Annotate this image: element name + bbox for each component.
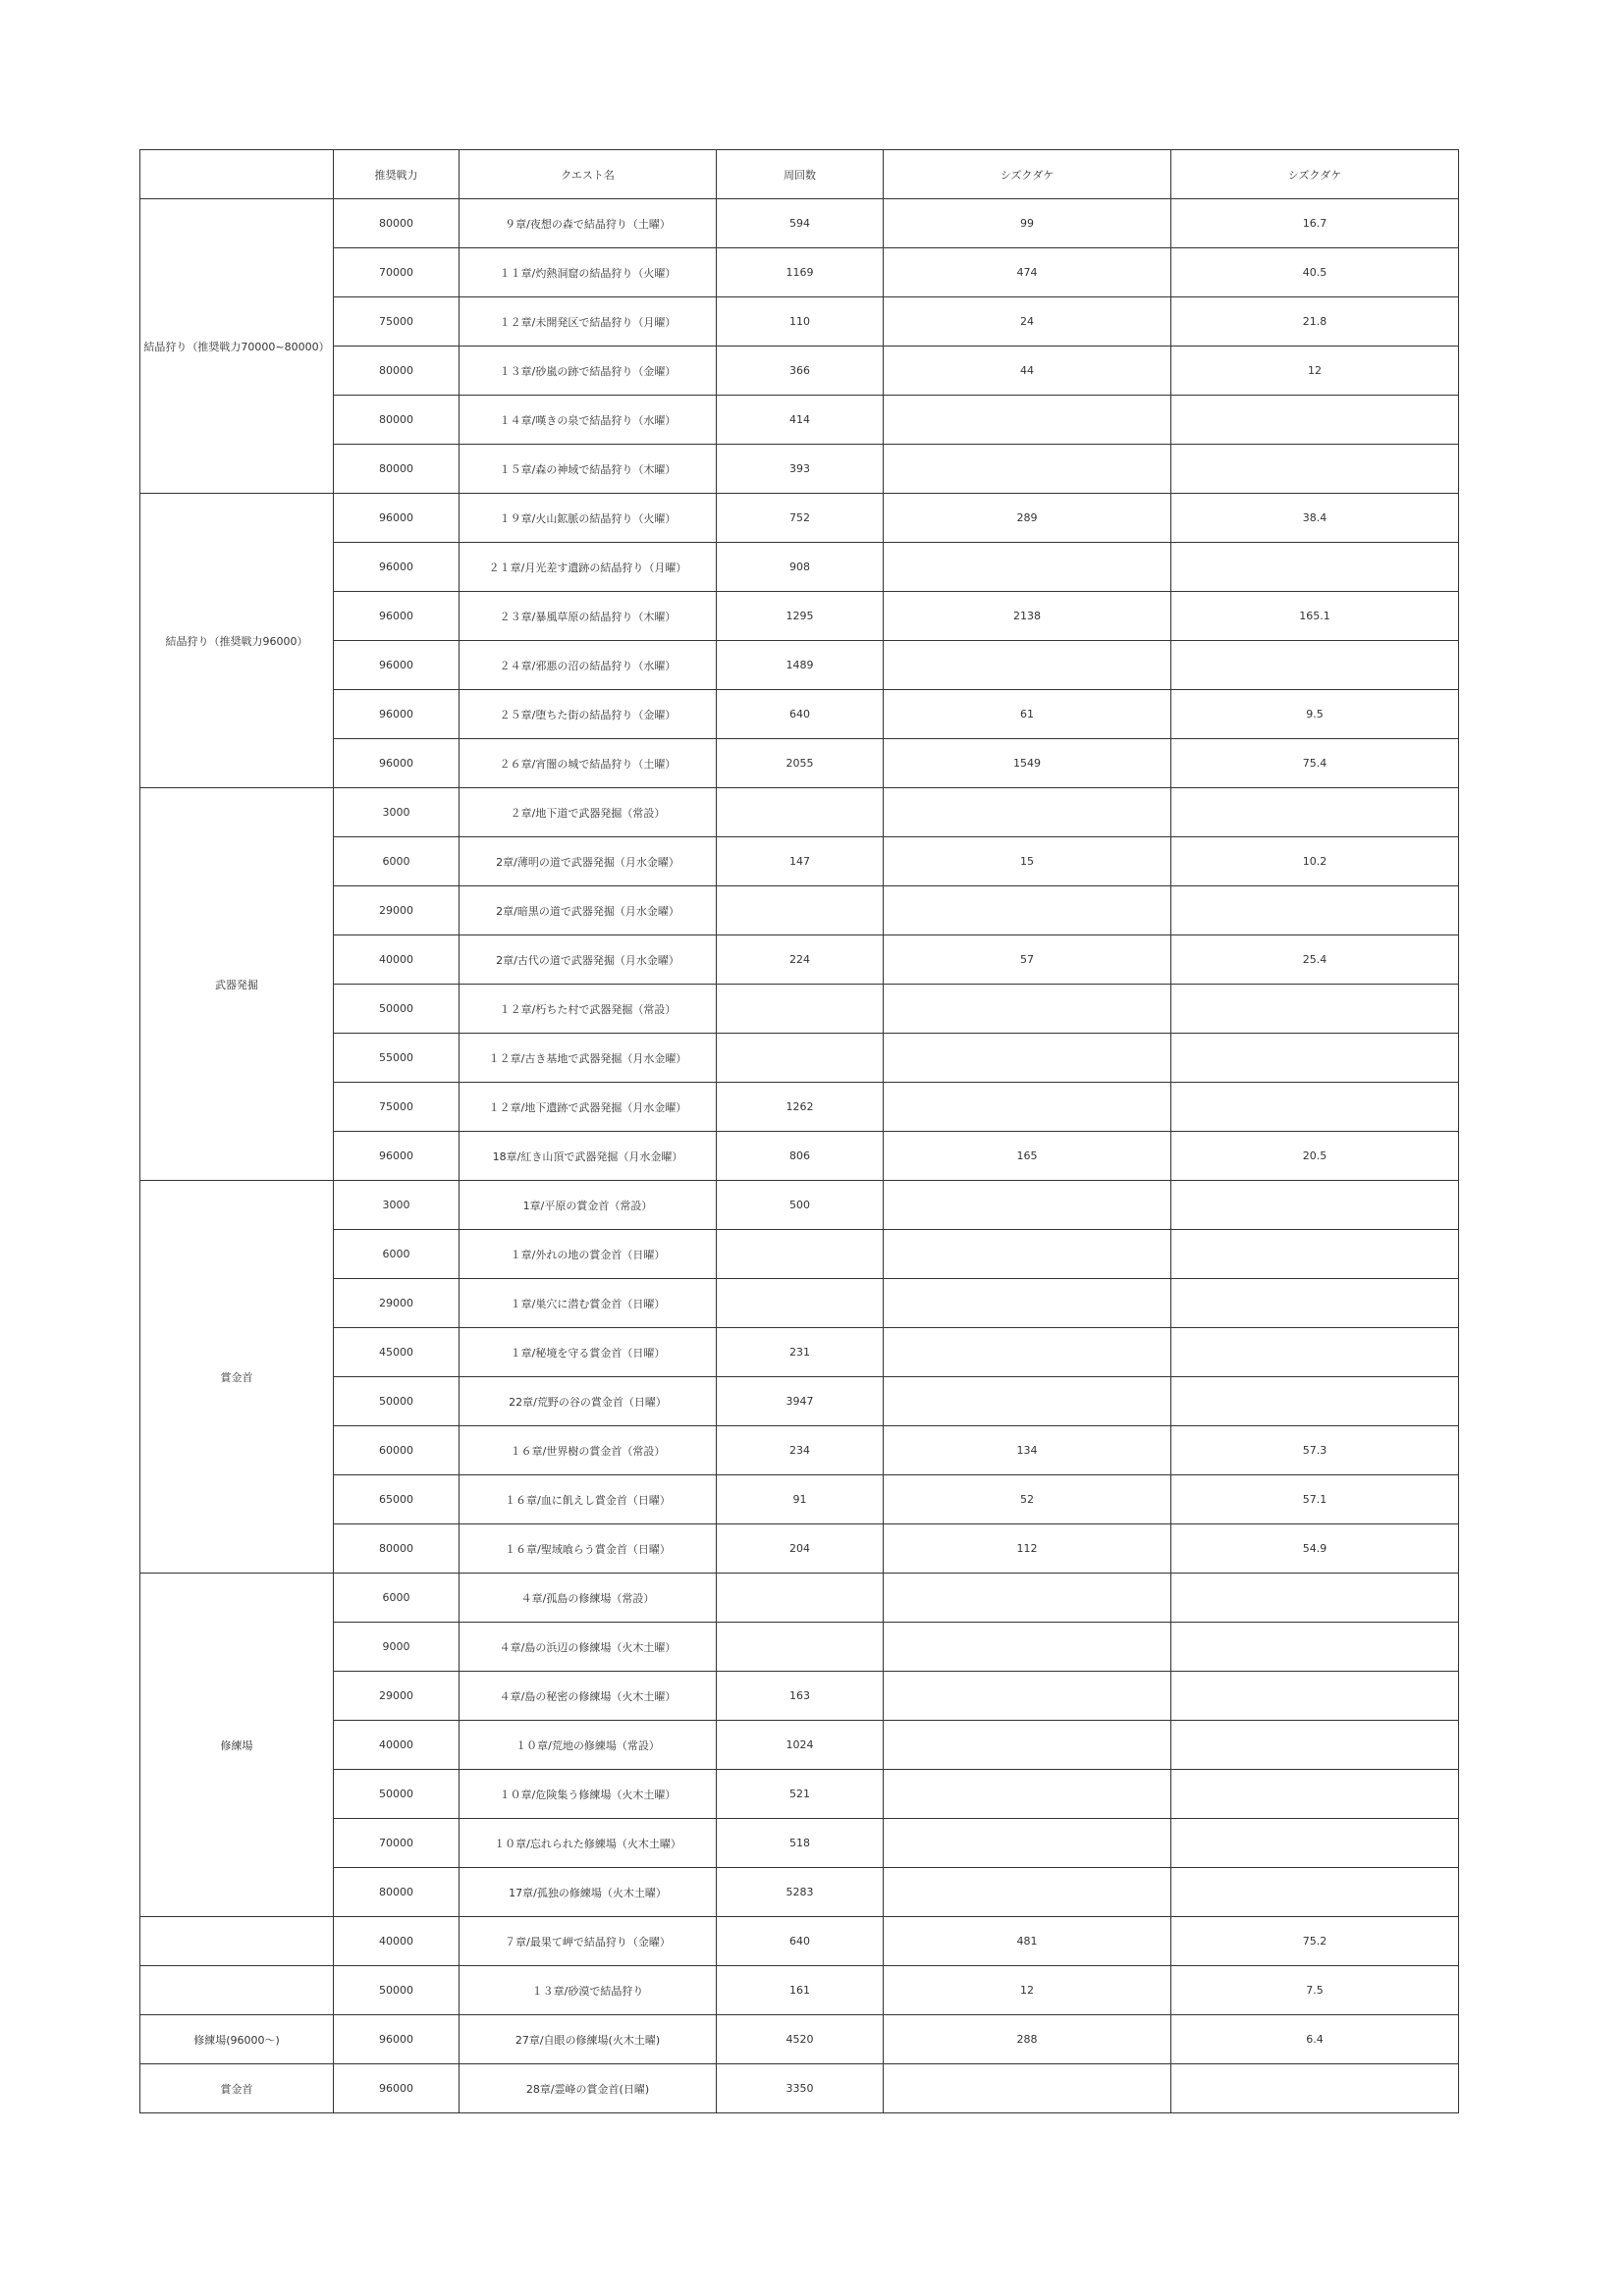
header-cell-run-count: 周回数 bbox=[717, 150, 884, 199]
recommended-power-cell: 96000 bbox=[334, 641, 460, 690]
shizukudake-rate-cell: 57.3 bbox=[1171, 1426, 1459, 1475]
shizukudake-total-cell bbox=[884, 788, 1171, 837]
shizukudake-rate-cell bbox=[1171, 445, 1459, 494]
shizukudake-rate-cell bbox=[1171, 396, 1459, 445]
quest-name-cell: １６章/聖域喰らう賞金首（日曜） bbox=[460, 1524, 717, 1574]
run-count-cell bbox=[717, 1623, 884, 1672]
shizukudake-total-cell: 165 bbox=[884, 1132, 1171, 1181]
run-count-cell: 91 bbox=[717, 1475, 884, 1524]
recommended-power-cell: 3000 bbox=[334, 1181, 460, 1230]
shizukudake-total-cell bbox=[884, 985, 1171, 1034]
shizukudake-rate-cell: 16.7 bbox=[1171, 199, 1459, 248]
shizukudake-rate-cell bbox=[1171, 1279, 1459, 1328]
shizukudake-rate-cell: 75.4 bbox=[1171, 739, 1459, 788]
table-row bbox=[140, 837, 1459, 886]
quest-name-cell: １０章/忘れられた修練場（火木土曜） bbox=[460, 1819, 717, 1868]
recommended-power-cell: 96000 bbox=[334, 2064, 460, 2113]
table-row bbox=[140, 1623, 1459, 1672]
recommended-power-cell: 75000 bbox=[334, 1083, 460, 1132]
shizukudake-total-cell: 1549 bbox=[884, 739, 1171, 788]
quest-name-cell: １章/秘境を守る賞金首（日曜） bbox=[460, 1328, 717, 1377]
recommended-power-cell: 96000 bbox=[334, 2015, 460, 2064]
quest-name-cell: １０章/危険集う修練場（火木土曜） bbox=[460, 1770, 717, 1819]
shizukudake-total-cell: 288 bbox=[884, 2015, 1171, 2064]
category-cell: 結晶狩り（推奨戦力70000~80000） bbox=[140, 199, 334, 494]
run-count-cell: 908 bbox=[717, 543, 884, 592]
shizukudake-total-cell: 99 bbox=[884, 199, 1171, 248]
shizukudake-rate-cell bbox=[1171, 886, 1459, 935]
category-cell bbox=[140, 1917, 334, 1966]
run-count-cell: 231 bbox=[717, 1328, 884, 1377]
shizukudake-total-cell bbox=[884, 1868, 1171, 1917]
shizukudake-total-cell: 2138 bbox=[884, 592, 1171, 641]
shizukudake-total-cell: 134 bbox=[884, 1426, 1171, 1475]
quest-table bbox=[139, 149, 1459, 2113]
table-row bbox=[140, 886, 1459, 935]
shizukudake-rate-cell bbox=[1171, 1328, 1459, 1377]
recommended-power-cell: 96000 bbox=[334, 592, 460, 641]
shizukudake-rate-cell bbox=[1171, 1230, 1459, 1279]
quest-name-cell: １２章/朽ちた村で武器発掘（常設） bbox=[460, 985, 717, 1034]
shizukudake-total-cell bbox=[884, 1328, 1171, 1377]
header-cell-category bbox=[140, 150, 334, 199]
shizukudake-total-cell bbox=[884, 1770, 1171, 1819]
quest-name-cell: １２章/古き基地で武器発掘（月水金曜） bbox=[460, 1034, 717, 1083]
shizukudake-rate-cell bbox=[1171, 1377, 1459, 1426]
run-count-cell: 414 bbox=[717, 396, 884, 445]
table-row bbox=[140, 1524, 1459, 1574]
quest-name-cell: ７章/最果て岬で結晶狩り（金曜） bbox=[460, 1917, 717, 1966]
shizukudake-rate-cell bbox=[1171, 2064, 1459, 2113]
recommended-power-cell: 80000 bbox=[334, 1868, 460, 1917]
shizukudake-total-cell bbox=[884, 1083, 1171, 1132]
header-cell-recommended-power: 推奨戦力 bbox=[334, 150, 460, 199]
shizukudake-total-cell bbox=[884, 1623, 1171, 1672]
category-cell: 修練場 bbox=[140, 1574, 334, 1917]
run-count-cell bbox=[717, 788, 884, 837]
table-row bbox=[140, 1377, 1459, 1426]
quest-name-cell: ９章/夜想の森で結晶狩り（土曜） bbox=[460, 199, 717, 248]
table-row bbox=[140, 445, 1459, 494]
run-count-cell: 3947 bbox=[717, 1377, 884, 1426]
quest-name-cell: １１章/灼熱洞窟の結晶狩り（火曜） bbox=[460, 248, 717, 297]
table-row bbox=[140, 1770, 1459, 1819]
run-count-cell: 640 bbox=[717, 690, 884, 739]
recommended-power-cell: 40000 bbox=[334, 1917, 460, 1966]
table-row bbox=[140, 1328, 1459, 1377]
shizukudake-rate-cell: 57.1 bbox=[1171, 1475, 1459, 1524]
quest-name-cell: ４章/島の秘密の修練場（火木土曜） bbox=[460, 1672, 717, 1721]
table-row bbox=[140, 1868, 1459, 1917]
recommended-power-cell: 50000 bbox=[334, 985, 460, 1034]
recommended-power-cell: 50000 bbox=[334, 1377, 460, 1426]
shizukudake-total-cell bbox=[884, 543, 1171, 592]
run-count-cell: 147 bbox=[717, 837, 884, 886]
table-row bbox=[140, 1917, 1459, 1966]
shizukudake-rate-cell bbox=[1171, 641, 1459, 690]
run-count-cell: 1489 bbox=[717, 641, 884, 690]
shizukudake-total-cell bbox=[884, 1279, 1171, 1328]
category-cell: 賞金首 bbox=[140, 1181, 334, 1574]
recommended-power-cell: 50000 bbox=[334, 1966, 460, 2015]
recommended-power-cell: 60000 bbox=[334, 1426, 460, 1475]
shizukudake-total-cell bbox=[884, 1034, 1171, 1083]
recommended-power-cell: 55000 bbox=[334, 1034, 460, 1083]
shizukudake-rate-cell: 75.2 bbox=[1171, 1917, 1459, 1966]
run-count-cell: 1262 bbox=[717, 1083, 884, 1132]
run-count-cell: 163 bbox=[717, 1672, 884, 1721]
table-row bbox=[140, 1475, 1459, 1524]
shizukudake-total-cell: 52 bbox=[884, 1475, 1171, 1524]
shizukudake-rate-cell: 40.5 bbox=[1171, 248, 1459, 297]
shizukudake-total-cell bbox=[884, 2064, 1171, 2113]
table-row bbox=[140, 2015, 1459, 2064]
run-count-cell bbox=[717, 886, 884, 935]
shizukudake-rate-cell bbox=[1171, 1181, 1459, 1230]
recommended-power-cell: 40000 bbox=[334, 935, 460, 985]
recommended-power-cell: 80000 bbox=[334, 445, 460, 494]
shizukudake-rate-cell: 25.4 bbox=[1171, 935, 1459, 985]
shizukudake-rate-cell bbox=[1171, 1034, 1459, 1083]
shizukudake-rate-cell: 6.4 bbox=[1171, 2015, 1459, 2064]
recommended-power-cell: 29000 bbox=[334, 1672, 460, 1721]
table-row bbox=[140, 199, 1459, 248]
run-count-cell bbox=[717, 1574, 884, 1623]
shizukudake-rate-cell bbox=[1171, 1083, 1459, 1132]
table-row bbox=[140, 1966, 1459, 2015]
quest-table-body bbox=[140, 150, 1459, 2113]
category-cell: 賞金首 bbox=[140, 2064, 334, 2113]
header-row bbox=[140, 150, 1459, 199]
shizukudake-rate-cell bbox=[1171, 788, 1459, 837]
recommended-power-cell: 3000 bbox=[334, 788, 460, 837]
shizukudake-rate-cell bbox=[1171, 1623, 1459, 1672]
table-row bbox=[140, 739, 1459, 788]
run-count-cell: 518 bbox=[717, 1819, 884, 1868]
quest-name-cell: ２６章/宵闇の城で結晶狩り（土曜） bbox=[460, 739, 717, 788]
recommended-power-cell: 96000 bbox=[334, 739, 460, 788]
table-row bbox=[140, 2064, 1459, 2113]
recommended-power-cell: 80000 bbox=[334, 1524, 460, 1574]
table-row bbox=[140, 297, 1459, 347]
run-count-cell: 640 bbox=[717, 1917, 884, 1966]
shizukudake-rate-cell: 12 bbox=[1171, 347, 1459, 396]
quest-name-cell: 1章/平原の賞金首（常設） bbox=[460, 1181, 717, 1230]
shizukudake-total-cell bbox=[884, 886, 1171, 935]
run-count-cell: 204 bbox=[717, 1524, 884, 1574]
recommended-power-cell: 9000 bbox=[334, 1623, 460, 1672]
recommended-power-cell: 65000 bbox=[334, 1475, 460, 1524]
shizukudake-rate-cell bbox=[1171, 985, 1459, 1034]
quest-name-cell: ２３章/暴風草原の結晶狩り（木曜） bbox=[460, 592, 717, 641]
recommended-power-cell: 96000 bbox=[334, 690, 460, 739]
run-count-cell: 500 bbox=[717, 1181, 884, 1230]
run-count-cell bbox=[717, 1279, 884, 1328]
quest-name-cell: 2章/古代の道で武器発掘（月水金曜） bbox=[460, 935, 717, 985]
table-row bbox=[140, 1672, 1459, 1721]
run-count-cell: 4520 bbox=[717, 2015, 884, 2064]
quest-name-cell: ２章/地下道で武器発掘（常設） bbox=[460, 788, 717, 837]
table-row bbox=[140, 1181, 1459, 1230]
shizukudake-total-cell bbox=[884, 396, 1171, 445]
shizukudake-total-cell bbox=[884, 1574, 1171, 1623]
quest-name-cell: ４章/島の浜辺の修練場（火木土曜） bbox=[460, 1623, 717, 1672]
quest-name-cell: 18章/紅き山頂で武器発掘（月水金曜） bbox=[460, 1132, 717, 1181]
shizukudake-total-cell: 474 bbox=[884, 248, 1171, 297]
table-row bbox=[140, 396, 1459, 445]
run-count-cell: 366 bbox=[717, 347, 884, 396]
shizukudake-total-cell: 44 bbox=[884, 347, 1171, 396]
quest-name-cell: 17章/孤独の修練場（火木土曜） bbox=[460, 1868, 717, 1917]
quest-name-cell: １２章/地下遺跡で武器発掘（月水金曜） bbox=[460, 1083, 717, 1132]
run-count-cell: 3350 bbox=[717, 2064, 884, 2113]
table-row bbox=[140, 248, 1459, 297]
recommended-power-cell: 80000 bbox=[334, 396, 460, 445]
shizukudake-rate-cell bbox=[1171, 1819, 1459, 1868]
shizukudake-total-cell bbox=[884, 1819, 1171, 1868]
quest-name-cell: １２章/未開発区で結晶狩り（月曜） bbox=[460, 297, 717, 347]
shizukudake-rate-cell: 9.5 bbox=[1171, 690, 1459, 739]
quest-name-cell: ２１章/月光差す遺跡の結晶狩り（月曜） bbox=[460, 543, 717, 592]
run-count-cell: 806 bbox=[717, 1132, 884, 1181]
shizukudake-total-cell bbox=[884, 1230, 1171, 1279]
run-count-cell bbox=[717, 1034, 884, 1083]
run-count-cell: 1169 bbox=[717, 248, 884, 297]
shizukudake-rate-cell bbox=[1171, 1868, 1459, 1917]
shizukudake-total-cell: 481 bbox=[884, 1917, 1171, 1966]
shizukudake-total-cell bbox=[884, 1377, 1171, 1426]
shizukudake-total-cell bbox=[884, 445, 1171, 494]
quest-name-cell: １３章/砂嵐の跡で結晶狩り（金曜） bbox=[460, 347, 717, 396]
category-cell: 修練場(96000～) bbox=[140, 2015, 334, 2064]
shizukudake-total-cell: 24 bbox=[884, 297, 1171, 347]
recommended-power-cell: 96000 bbox=[334, 494, 460, 543]
recommended-power-cell: 50000 bbox=[334, 1770, 460, 1819]
shizukudake-total-cell: 112 bbox=[884, 1524, 1171, 1574]
header-cell-shizukudake-rate: シズクダケ bbox=[1171, 150, 1459, 199]
run-count-cell: 5283 bbox=[717, 1868, 884, 1917]
recommended-power-cell: 70000 bbox=[334, 1819, 460, 1868]
recommended-power-cell: 6000 bbox=[334, 1574, 460, 1623]
run-count-cell bbox=[717, 1230, 884, 1279]
table-row bbox=[140, 592, 1459, 641]
shizukudake-rate-cell bbox=[1171, 1672, 1459, 1721]
shizukudake-rate-cell bbox=[1171, 543, 1459, 592]
run-count-cell bbox=[717, 985, 884, 1034]
recommended-power-cell: 96000 bbox=[334, 543, 460, 592]
recommended-power-cell: 6000 bbox=[334, 1230, 460, 1279]
header-cell-shizukudake-total: シズクダケ bbox=[884, 150, 1171, 199]
shizukudake-total-cell: 15 bbox=[884, 837, 1171, 886]
recommended-power-cell: 6000 bbox=[334, 837, 460, 886]
quest-name-cell: ２５章/堕ちた街の結晶狩り（金曜） bbox=[460, 690, 717, 739]
recommended-power-cell: 80000 bbox=[334, 199, 460, 248]
quest-name-cell: １章/巣穴に潜む賞金首（日曜） bbox=[460, 1279, 717, 1328]
table-row bbox=[140, 543, 1459, 592]
shizukudake-total-cell: 289 bbox=[884, 494, 1171, 543]
category-cell: 武器発掘 bbox=[140, 788, 334, 1181]
table-row bbox=[140, 1819, 1459, 1868]
table-row bbox=[140, 1279, 1459, 1328]
run-count-cell: 224 bbox=[717, 935, 884, 985]
recommended-power-cell: 96000 bbox=[334, 1132, 460, 1181]
quest-name-cell: １５章/森の神域で結晶狩り（木曜） bbox=[460, 445, 717, 494]
table-row bbox=[140, 935, 1459, 985]
category-cell: 結晶狩り（推奨戦力96000） bbox=[140, 494, 334, 788]
recommended-power-cell: 70000 bbox=[334, 248, 460, 297]
table-row bbox=[140, 1426, 1459, 1475]
run-count-cell: 521 bbox=[717, 1770, 884, 1819]
quest-name-cell: ２４章/邪悪の沼の結晶狩り（水曜） bbox=[460, 641, 717, 690]
table-row bbox=[140, 985, 1459, 1034]
recommended-power-cell: 45000 bbox=[334, 1328, 460, 1377]
quest-name-cell: １０章/荒地の修練場（常設） bbox=[460, 1721, 717, 1770]
shizukudake-total-cell bbox=[884, 1181, 1171, 1230]
run-count-cell: 2055 bbox=[717, 739, 884, 788]
quest-name-cell: １６章/世界樹の賞金首（常設） bbox=[460, 1426, 717, 1475]
shizukudake-rate-cell: 54.9 bbox=[1171, 1524, 1459, 1574]
table-row bbox=[140, 1230, 1459, 1279]
run-count-cell: 110 bbox=[717, 297, 884, 347]
shizukudake-rate-cell bbox=[1171, 1721, 1459, 1770]
shizukudake-total-cell bbox=[884, 1721, 1171, 1770]
shizukudake-total-cell bbox=[884, 1672, 1171, 1721]
shizukudake-rate-cell: 7.5 bbox=[1171, 1966, 1459, 2015]
quest-name-cell: １６章/血に飢えし賞金首（日曜） bbox=[460, 1475, 717, 1524]
table-row bbox=[140, 1083, 1459, 1132]
shizukudake-rate-cell: 165.1 bbox=[1171, 592, 1459, 641]
run-count-cell: 161 bbox=[717, 1966, 884, 2015]
recommended-power-cell: 40000 bbox=[334, 1721, 460, 1770]
run-count-cell: 1295 bbox=[717, 592, 884, 641]
recommended-power-cell: 29000 bbox=[334, 1279, 460, 1328]
quest-name-cell: ４章/孤島の修練場（常設） bbox=[460, 1574, 717, 1623]
table-row bbox=[140, 1132, 1459, 1181]
quest-name-cell: 2章/薄明の道で武器発掘（月水金曜） bbox=[460, 837, 717, 886]
run-count-cell: 393 bbox=[717, 445, 884, 494]
shizukudake-total-cell: 12 bbox=[884, 1966, 1171, 2015]
run-count-cell: 752 bbox=[717, 494, 884, 543]
table-row bbox=[140, 1574, 1459, 1623]
shizukudake-rate-cell: 20.5 bbox=[1171, 1132, 1459, 1181]
shizukudake-rate-cell: 10.2 bbox=[1171, 837, 1459, 886]
table-row bbox=[140, 1721, 1459, 1770]
shizukudake-rate-cell bbox=[1171, 1574, 1459, 1623]
quest-name-cell: １章/外れの地の賞金首（日曜） bbox=[460, 1230, 717, 1279]
quest-name-cell: 22章/荒野の谷の賞金首（日曜） bbox=[460, 1377, 717, 1426]
shizukudake-rate-cell bbox=[1171, 1770, 1459, 1819]
shizukudake-rate-cell: 21.8 bbox=[1171, 297, 1459, 347]
shizukudake-total-cell: 57 bbox=[884, 935, 1171, 985]
recommended-power-cell: 75000 bbox=[334, 297, 460, 347]
run-count-cell: 1024 bbox=[717, 1721, 884, 1770]
quest-name-cell: 27章/自眼の修練場(火木土曜) bbox=[460, 2015, 717, 2064]
header-cell-quest-name: クエスト名 bbox=[460, 150, 717, 199]
table-row bbox=[140, 347, 1459, 396]
table-row bbox=[140, 690, 1459, 739]
quest-name-cell: １３章/砂漠で結晶狩り bbox=[460, 1966, 717, 2015]
shizukudake-total-cell bbox=[884, 641, 1171, 690]
quest-name-cell: １４章/嘆きの泉で結晶狩り（水曜） bbox=[460, 396, 717, 445]
table-row bbox=[140, 641, 1459, 690]
recommended-power-cell: 29000 bbox=[334, 886, 460, 935]
shizukudake-total-cell: 61 bbox=[884, 690, 1171, 739]
shizukudake-rate-cell: 38.4 bbox=[1171, 494, 1459, 543]
category-cell bbox=[140, 1966, 334, 2015]
table-row bbox=[140, 1034, 1459, 1083]
recommended-power-cell: 80000 bbox=[334, 347, 460, 396]
run-count-cell: 234 bbox=[717, 1426, 884, 1475]
table-row bbox=[140, 494, 1459, 543]
table-row bbox=[140, 788, 1459, 837]
quest-name-cell: 28章/霊峰の賞金首(日曜) bbox=[460, 2064, 717, 2113]
quest-name-cell: １９章/火山鉱脈の結晶狩り（火曜） bbox=[460, 494, 717, 543]
quest-name-cell: 2章/暗黒の道で武器発掘（月水金曜） bbox=[460, 886, 717, 935]
run-count-cell: 594 bbox=[717, 199, 884, 248]
